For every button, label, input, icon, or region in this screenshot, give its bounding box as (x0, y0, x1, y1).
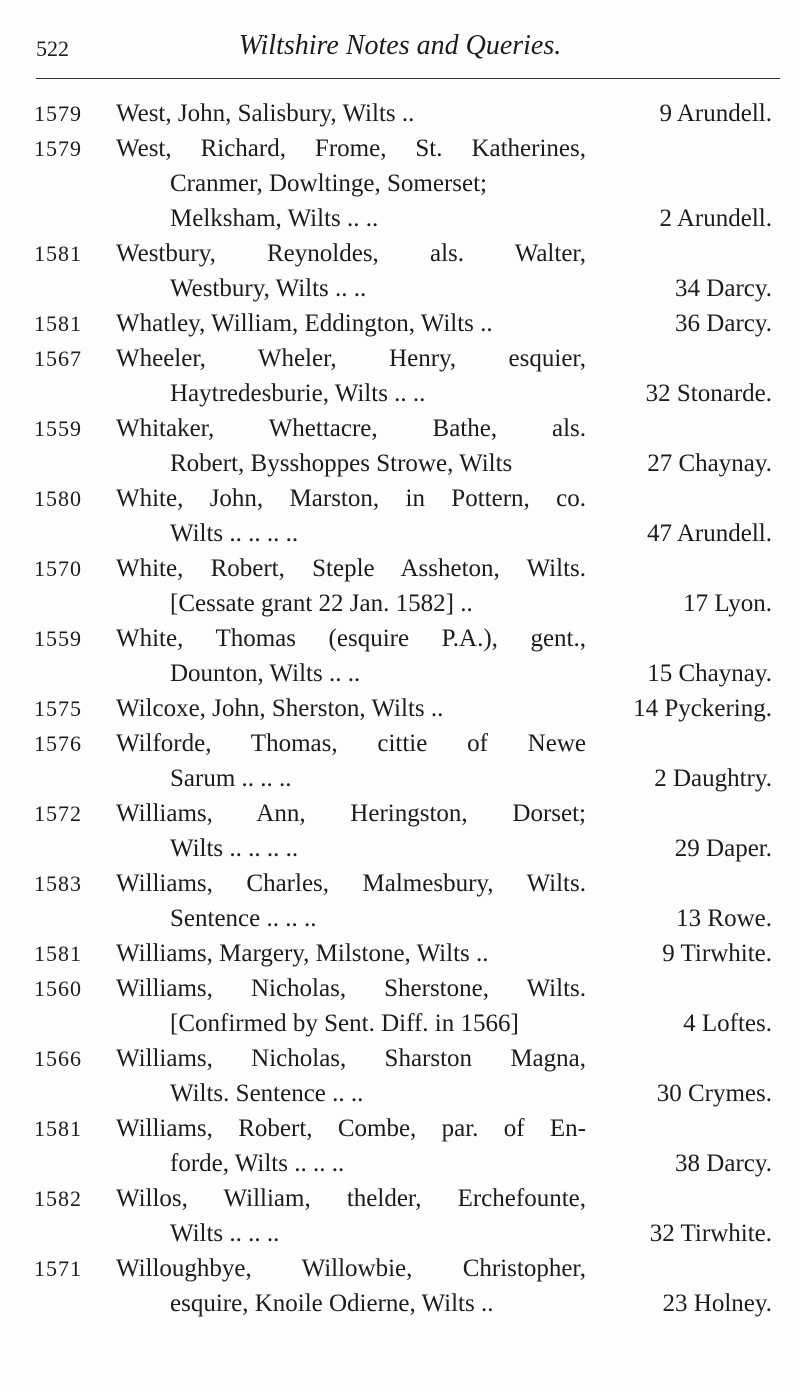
entry-line: Williams, Nicholas, Sharston Magna, (116, 1045, 586, 1072)
entry-text (116, 306, 586, 341)
entry-reference: 32 Stonarde. (645, 380, 772, 407)
list-item (0, 1041, 800, 1111)
entry-year: 1583 (34, 871, 82, 896)
entry-year: 1575 (34, 696, 82, 721)
entry-reference: 17 Lyon. (683, 590, 772, 617)
entry-year: 1559 (34, 416, 82, 441)
entry-text (116, 236, 586, 306)
entry-list (0, 96, 800, 1321)
entry-line: West, John, Salisbury, Wilts .. (116, 100, 415, 127)
entry-line: Sarum .. .. .. (170, 765, 292, 792)
entry-year: 1570 (34, 556, 82, 581)
entry-line: Wheeler, Wheler, Henry, esquier, (116, 345, 586, 372)
entry-line: Williams, Robert, Combe, par. of En- (116, 1115, 586, 1142)
entry-line: Willos, William, thelder, Erchefounte, (116, 1185, 586, 1212)
page-number: 522 (36, 36, 69, 61)
running-title: Wiltshire Notes and Queries. (238, 30, 562, 61)
entry-reference: 27 Chaynay. (647, 450, 772, 477)
list-item (0, 96, 800, 131)
entry-line: White, Thomas (esquire P.A.), gent., (116, 625, 586, 652)
list-item (0, 481, 800, 551)
page-header (0, 0, 800, 80)
list-item (0, 411, 800, 481)
entry-year: 1571 (34, 1256, 82, 1281)
entry-text (116, 96, 586, 131)
entry-line: Robert, Bysshoppes Strowe, Wilts (170, 450, 513, 477)
entry-line: White, John, Marston, in Pottern, co. (116, 485, 586, 512)
entry-text (116, 131, 586, 236)
entry-line: esquire, Knoile Odierne, Wilts .. (170, 1290, 494, 1317)
entry-year: 1582 (34, 1186, 82, 1211)
entry-reference: 9 Arundell. (659, 100, 772, 127)
entry-line: Whitaker, Whettacre, Bathe, als. (116, 415, 586, 442)
list-item (0, 936, 800, 971)
entry-text (116, 481, 586, 551)
entry-text (116, 341, 586, 411)
entry-text (116, 551, 586, 621)
list-item (0, 1181, 800, 1251)
entry-reference: 2 Daughtry. (654, 765, 772, 792)
entry-line: Wilts .. .. .. .. (170, 835, 299, 862)
entry-reference: 30 Crymes. (656, 1080, 772, 1107)
entry-reference: 13 Rowe. (676, 905, 772, 932)
entry-year: 1581 (34, 941, 82, 966)
entry-line: Wilcoxe, John, Sherston, Wilts .. (116, 695, 444, 722)
entry-line: Cranmer, Dowltinge, Somerset; (170, 170, 487, 197)
entry-line: [Cessate grant 22 Jan. 1582] .. (170, 590, 473, 617)
entry-line: [Confirmed by Sent. Diff. in 1566] (170, 1010, 519, 1037)
entry-line: Sentence .. .. .. (170, 905, 317, 932)
list-item (0, 341, 800, 411)
entry-text (116, 1181, 586, 1251)
entry-text (116, 1111, 586, 1181)
entry-line: Wilforde, Thomas, cittie of Newe (116, 730, 586, 757)
entry-reference: 15 Chaynay. (647, 660, 772, 687)
entry-reference: 47 Arundell. (647, 520, 772, 547)
entry-reference: 9 Tirwhite. (662, 940, 772, 967)
entry-text (116, 1041, 586, 1111)
entry-year: 1566 (34, 1046, 82, 1071)
entry-reference: 29 Daper. (674, 835, 772, 862)
entry-year: 1580 (34, 486, 82, 511)
entry-line: Williams, Margery, Milstone, Wilts .. (116, 940, 489, 967)
entry-year: 1581 (34, 311, 82, 336)
list-item (0, 551, 800, 621)
list-item (0, 131, 800, 236)
entry-year: 1572 (34, 801, 82, 826)
entry-line: Haytredesburie, Wilts .. .. (170, 380, 426, 407)
entry-line: Williams, Charles, Malmesbury, Wilts. (116, 870, 586, 897)
entry-text (116, 866, 586, 936)
entry-reference: 34 Darcy. (675, 275, 772, 302)
entry-line: Dounton, Wilts .. .. (170, 660, 361, 687)
entry-line: Wilts .. .. .. (170, 1220, 280, 1247)
list-item (0, 691, 800, 726)
entry-line: Wilts .. .. .. .. (170, 520, 299, 547)
entry-line: Williams, Nicholas, Sherstone, Wilts. (116, 975, 586, 1002)
entry-line: Willoughbye, Willowbie, Christopher, (116, 1255, 586, 1282)
list-item (0, 1111, 800, 1181)
entry-year: 1581 (34, 1116, 82, 1141)
entry-text (116, 691, 586, 726)
list-item (0, 796, 800, 866)
entry-year: 1579 (34, 136, 82, 161)
list-item (0, 726, 800, 796)
entry-text (116, 936, 586, 971)
list-item (0, 306, 800, 341)
entry-year: 1559 (34, 626, 82, 651)
entry-year: 1567 (34, 346, 82, 371)
entry-line: West, Richard, Frome, St. Katherines, (116, 135, 586, 162)
entry-line: Westbury, Reynoldes, als. Walter, (116, 240, 586, 267)
entry-reference: 4 Loftes. (683, 1010, 772, 1037)
entry-reference: 2 Arundell. (659, 205, 772, 232)
entry-text (116, 726, 586, 796)
entry-text (116, 971, 586, 1041)
entry-reference: 36 Darcy. (675, 310, 772, 337)
list-item (0, 1251, 800, 1321)
entry-year: 1581 (34, 241, 82, 266)
list-item (0, 621, 800, 691)
entry-line: Melksham, Wilts .. .. (170, 205, 379, 232)
entry-line: forde, Wilts .. .. .. (170, 1150, 345, 1177)
list-item (0, 866, 800, 936)
entry-year: 1576 (34, 731, 82, 756)
entry-line: Wilts. Sentence .. .. (170, 1080, 364, 1107)
header-rule (36, 78, 780, 79)
entry-text (116, 1251, 586, 1321)
entry-text (116, 796, 586, 866)
entry-reference: 14 Pyckering. (633, 695, 772, 722)
list-item (0, 236, 800, 306)
entry-text (116, 621, 586, 691)
entry-year: 1579 (34, 101, 82, 126)
list-item (0, 971, 800, 1041)
entry-line: Whatley, William, Eddington, Wilts .. (116, 310, 493, 337)
entry-line: Williams, Ann, Heringston, Dorset; (116, 800, 586, 827)
entry-reference: 23 Holney. (662, 1290, 772, 1317)
entry-reference: 38 Darcy. (675, 1150, 772, 1177)
entry-year: 1560 (34, 976, 82, 1001)
entry-text (116, 411, 586, 481)
entry-line: White, Robert, Steple Assheton, Wilts. (116, 555, 586, 582)
entry-line: Westbury, Wilts .. .. (170, 275, 367, 302)
entry-reference: 32 Tirwhite. (649, 1220, 772, 1247)
